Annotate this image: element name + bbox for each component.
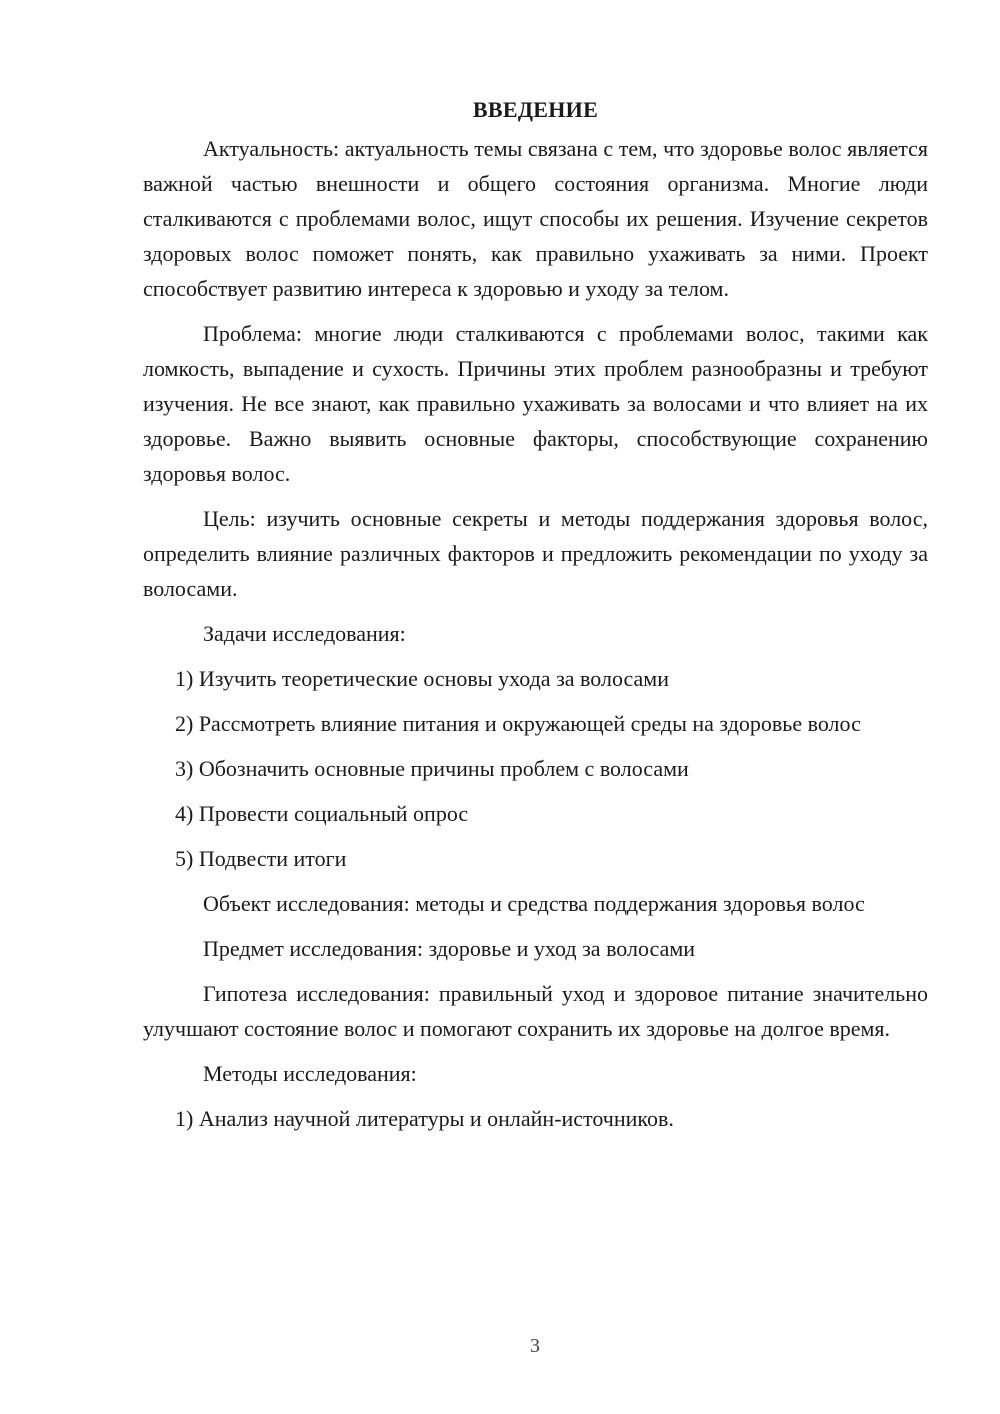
task-item-1: 1) Изучить теоретические основы ухода за волосами xyxy=(175,666,669,691)
page-heading: ВВЕДЕНИЕ xyxy=(472,97,599,122)
task-item-5: 5) Подвести итоги xyxy=(175,846,347,871)
method-item-1: 1) Анализ научной литературы и онлайн-источников. xyxy=(175,1106,674,1131)
task-item-4: 4) Провести социальный опрос xyxy=(175,801,469,826)
task-item-2: 2) Рассмотреть влияние питания и окружающей среды на здоровье волос xyxy=(175,711,861,736)
paragraph-relevance: Актуальность: актуальность темы связана с тем, что здоровье волос является важной частью внешности и общего состояния организма. Многие люди сталкиваются с проблемами волос, ищут способы их решения. Изучение секретов здоровых волос поможет понять, как правильно ухаживать за ними. Проект способствует развитию интереса к здоровью и уходу за телом. xyxy=(143,136,928,301)
paragraph-object: Объект исследования: методы и средства поддержания здоровья волос xyxy=(203,891,865,916)
tasks-title: Задачи исследования: xyxy=(203,621,406,646)
task-item-3: 3) Обозначить основные причины проблем с волосами xyxy=(175,756,689,781)
page-number: 3 xyxy=(530,1335,540,1357)
paragraph-subject: Предмет исследования: здоровье и уход за волосами xyxy=(203,936,696,961)
paragraph-problem: Проблема: многие люди сталкиваются с проблемами волос, такими как ломкость, выпадение и сухость. Причины этих проблем разнообразны и требуют изучения. Не все знают, как правильно ухаживать за волосами и что влияет на их здоровье. Важно выявить основные факторы, способствующие сохранению здоровья волос. xyxy=(143,321,928,486)
paragraph-hypothesis: Гипотеза исследования: правильный уход и здоровое питание значительно улучшают состояние волос и помогают сохранить их здоровье на долгое время. xyxy=(143,981,928,1041)
methods-title: Методы исследования: xyxy=(203,1061,417,1086)
document-page xyxy=(143,92,928,1146)
paragraph-goal: Цель: изучить основные секреты и методы поддержания здоровья волос, определить влияние различных факторов и предложить рекомендации по уходу за волосами. xyxy=(143,506,928,601)
